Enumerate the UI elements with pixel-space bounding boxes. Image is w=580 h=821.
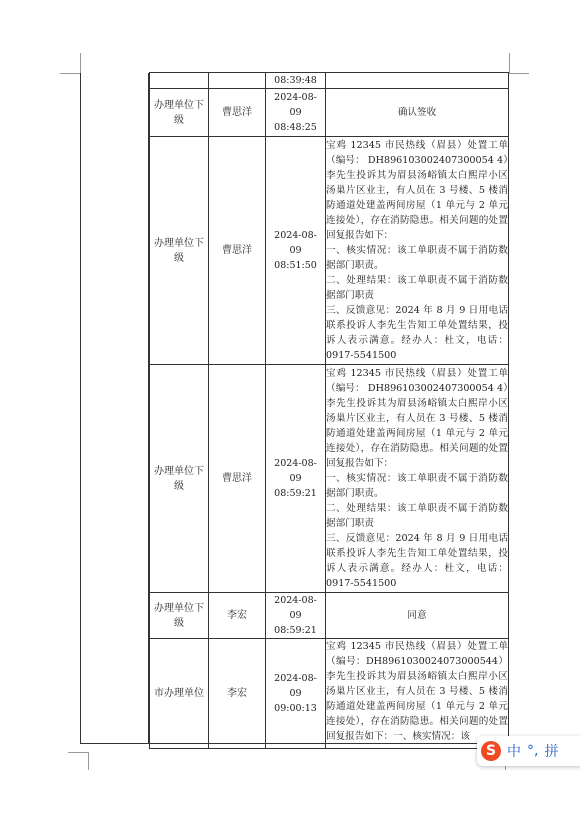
handler-cell: 李宏 [209, 639, 266, 749]
time-cell [266, 639, 326, 749]
time-cell [266, 73, 326, 89]
time-part: 2024-08- [274, 230, 317, 241]
crop-mark [60, 73, 80, 74]
ime-mode-toggle[interactable]: 中 [507, 744, 521, 760]
left-merged-column [80, 73, 149, 744]
table-row [150, 89, 509, 137]
unit-cell: 办理单位下级 [150, 593, 209, 639]
time-part: 09 [289, 688, 302, 699]
content-cell [326, 365, 509, 593]
handler-cell: 李宏 [209, 593, 266, 639]
time-cell [266, 365, 326, 593]
time-part: 08:39:48 [274, 75, 317, 86]
time-part: 08:48:25 [274, 122, 317, 133]
crop-mark [509, 53, 510, 73]
unit-cell [150, 73, 209, 89]
unit-cell: 办理单位下级 [150, 137, 209, 365]
time-part: 2024-08- [274, 673, 317, 684]
content-paragraph: 同意 [407, 610, 427, 621]
crop-mark [80, 53, 81, 73]
process-log-table [149, 72, 509, 749]
content-cell [326, 593, 509, 639]
unit-cell: 办理单位下级 [150, 365, 209, 593]
time-part: 08:59:21 [274, 625, 317, 636]
table-row [150, 593, 509, 639]
content-paragraph: 宝鸡 12345 市民热线（眉县）处置工单（编号：DH8961030024073000544）李先生投诉其为眉县汤峪镇太白熙岸小区汤巢片区业主，有人员在 3 号楼、5 楼消防通道处建盖两间房屋（1 单元与 2 单元连接处），存在消防隐患。相关问题的处置回复报告如下：一、核实情况：该 [326, 641, 508, 742]
time-part: 08:51:50 [274, 260, 317, 271]
handler-cell: 曹思洋 [209, 89, 266, 137]
content-paragraph: 二、处理结果：该工单职责不属于消防数据部门职责 [326, 275, 508, 301]
content-paragraph: 一、核实情况：该工单职责不属于消防数据部门职责。 [326, 473, 508, 499]
content-paragraph: 宝鸡 12345 市民热线（眉县）处置工单（编号： DH896103002407300054 4）李先生投诉其为眉县汤峪镇太白熙岸小区汤巢片区业主，有人员在 3 号楼、5 楼消防通道处建盖两间房屋（1 单元与 2 单元连接处），存在消防隐患。相关问题的处置回复报告如下： [326, 368, 508, 469]
unit-cell: 办理单位下级 [150, 89, 209, 137]
content-paragraph: 三、反馈意见：2024 年 8 月 9 日用电话联系投诉人李先生告知工单处置结果，投诉人表示满意。经办人：杜文，电话：0917-5541500 [326, 533, 508, 589]
crop-mark [88, 752, 89, 770]
content-paragraph: 宝鸡 12345 市民热线（眉县）处置工单（编号： DH896103002407300054 4）李先生投诉其为眉县汤峪镇太白熙岸小区汤巢片区业主，有人员在 3 号楼、5 楼消防通道处建盖两间房屋（1 单元与 2 单元连接处），存在消防隐患。相关问题的处置回复报告如下： [326, 140, 508, 241]
crop-mark [509, 73, 529, 74]
content-paragraph: 确认签收 [397, 107, 437, 118]
time-part: 09 [289, 245, 302, 256]
time-part: 08:59:21 [274, 488, 317, 499]
handler-cell [209, 73, 266, 89]
time-part: 09:00:13 [274, 703, 317, 714]
time-part: 2024-08- [274, 458, 317, 469]
time-cell [266, 137, 326, 365]
time-cell [266, 89, 326, 137]
handler-cell: 曹思洋 [209, 137, 266, 365]
table-row [150, 365, 509, 593]
content-paragraph: 二、处理结果：该工单职责不属于消防数据部门职责 [326, 503, 508, 529]
time-part: 2024-08- [274, 595, 317, 606]
time-part: 2024-08- [274, 92, 317, 103]
content-paragraph: 一、核实情况：该工单职责不属于消防数据部门职责。 [326, 245, 508, 271]
ime-punctuation-toggle[interactable]: °, [527, 743, 539, 759]
ime-pinyin-label[interactable]: 拼 [544, 744, 559, 760]
table-row [150, 73, 509, 89]
unit-cell: 市办理单位 [150, 639, 209, 749]
ime-toolbar[interactable] [477, 736, 580, 766]
time-part: 09 [289, 107, 302, 118]
content-cell [326, 89, 509, 137]
content-cell [326, 639, 509, 749]
time-part: 09 [289, 610, 302, 621]
time-part: 09 [289, 473, 302, 484]
handler-cell: 曹思洋 [209, 365, 266, 593]
sogou-logo-icon[interactable]: S [481, 741, 501, 761]
time-cell [266, 593, 326, 639]
table-row [150, 639, 509, 749]
content-cell [326, 73, 509, 89]
content-cell [326, 137, 509, 365]
crop-mark [68, 752, 88, 753]
table-row [150, 137, 509, 365]
content-paragraph: 三、反馈意见：2024 年 8 月 9 日用电话联系投诉人李先生告知工单处置结果，投诉人表示满意。经办人：杜文，电话：0917-5541500 [326, 305, 508, 361]
